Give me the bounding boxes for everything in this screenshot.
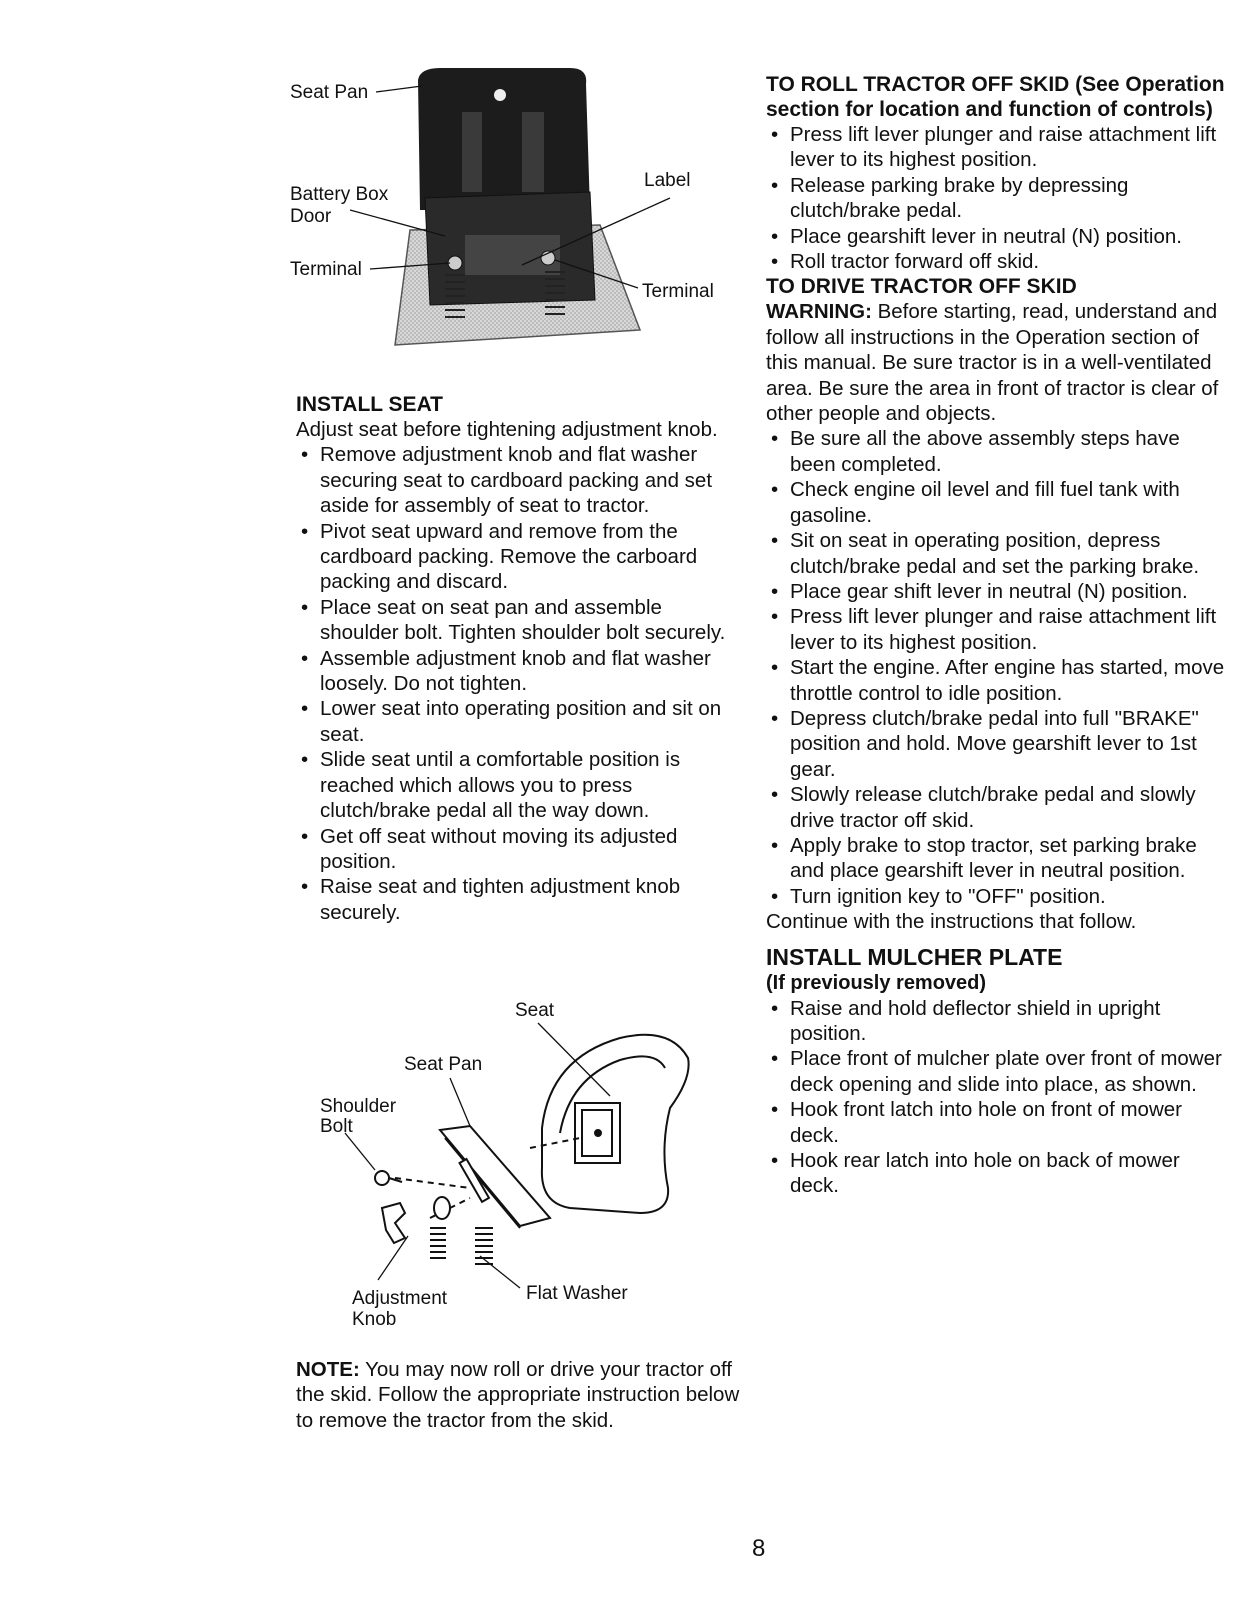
warning-paragraph (766, 299, 1226, 426)
list-item: • Be sure all the above assembly steps have been completed. (766, 426, 1226, 477)
list-item: • Roll tractor forward off skid. (766, 249, 1226, 274)
roll-off-steps (766, 122, 1226, 274)
label-shoulder: Shoulder (320, 1096, 397, 1117)
label-terminal-right: Terminal (642, 281, 714, 302)
seat-assembly-figure (320, 998, 740, 1338)
list-item: • Place gear shift lever in neutral (N) position. (766, 579, 1226, 604)
list-item: • Press lift lever plunger and raise attachment lift lever to its highest position. (766, 604, 1226, 655)
note-paragraph (296, 1357, 746, 1433)
list-item: • Check engine oil level and fill fuel tank with gasoline. (766, 477, 1226, 528)
label-flat-washer: Flat Washer (526, 1283, 628, 1304)
list-item: • Apply brake to stop tractor, set parking brake and place gearshift lever in neutral position. (766, 833, 1226, 884)
list-item: • Raise seat and tighten adjustment knob securely. (296, 874, 736, 925)
list-item: • Hook front latch into hole on front of mower deck. (766, 1097, 1226, 1148)
right-column (766, 72, 1226, 1199)
list-item: • Slide seat until a comfortable position is reached which allows you to press clutch/brake pedal all the way down. (296, 747, 736, 823)
install-seat-intro: Adjust seat before tightening adjustment knob. (296, 418, 718, 441)
label-seat: Seat (515, 1000, 555, 1021)
warning-label: WARNING: (766, 300, 872, 324)
list-item: • Sit on seat in operating position, depress clutch/brake pedal and set the parking brake. (766, 528, 1226, 579)
label-battery-box: Battery Box (290, 184, 389, 205)
list-item: • Start the engine. After engine has started, move throttle control to idle position. (766, 655, 1226, 706)
left-column (296, 392, 736, 925)
list-item: • Press lift lever plunger and raise attachment lift lever to its highest position. (766, 122, 1226, 173)
list-item: • Hook rear latch into hole on back of mower deck. (766, 1148, 1226, 1199)
list-item: • Place gearshift lever in neutral (N) position. (766, 224, 1226, 249)
list-item: • Assemble adjustment knob and flat washer loosely. Do not tighten. (296, 646, 736, 697)
label-bolt: Bolt (320, 1116, 353, 1137)
label-seat-pan-2: Seat Pan (404, 1054, 483, 1075)
list-item: • Get off seat without moving its adjusted position. (296, 824, 736, 875)
drive-off-steps (766, 426, 1226, 909)
mulcher-subheading: (If previously removed) (766, 971, 987, 994)
list-item: • Lower seat into operating position and sit on seat. (296, 696, 736, 747)
label-adjustment: Adjustment (352, 1288, 448, 1309)
label-door: Door (290, 206, 332, 227)
note-label: NOTE: (296, 1358, 360, 1381)
list-item: • Release parking brake by depressing clutch/brake pedal. (766, 173, 1226, 224)
list-item: • Place seat on seat pan and assemble shoulder bolt. Tighten shoulder bolt securely. (296, 595, 736, 646)
mulcher-heading: INSTALL MULCHER PLATE (766, 943, 1063, 970)
label-knob: Knob (352, 1309, 397, 1330)
install-seat-heading: INSTALL SEAT (296, 393, 443, 416)
list-item: • Remove adjustment knob and flat washer securing seat to cardboard packing and set aside for assembly of seat to tractor. (296, 442, 736, 518)
mulcher-steps (766, 996, 1226, 1199)
list-item: • Place front of mulcher plate over front of mower deck opening and slide into place, as shown. (766, 1046, 1226, 1097)
label-terminal-left: Terminal (290, 259, 362, 280)
list-item: • Slowly release clutch/brake pedal and slowly drive tractor off skid. (766, 782, 1226, 833)
battery-box-figure (290, 60, 750, 370)
list-item: • Depress clutch/brake pedal into full "BRAKE" position and hold. Move gearshift lever to 1st gear. (766, 706, 1226, 782)
list-item: • Turn ignition key to "OFF" position. (766, 884, 1226, 909)
continue-text: Continue with the instructions that follow. (766, 910, 1137, 934)
drive-off-heading: TO DRIVE TRACTOR OFF SKID (766, 275, 1077, 299)
warning-text: Before starting, read, understand and follow all instructions in the Operation section of this manual. Be sure tractor is in a well-ventilated area. Be sure the area in front of tractor is clear of other people and objects. (766, 300, 1219, 426)
page-number: 8 (752, 1535, 766, 1562)
roll-off-heading: TO ROLL TRACTOR OFF SKID (See Operation section for location and function of controls) (766, 73, 1225, 121)
note-text: You may now roll or drive your tractor off the skid. Follow the appropriate instruction below to remove the tractor from the skid. (296, 1358, 740, 1432)
battery-box-illustration (290, 60, 750, 370)
label-seat-pan: Seat Pan (290, 82, 369, 103)
note-block (296, 1357, 746, 1433)
list-item: • Pivot seat upward and remove from the cardboard packing. Remove the carboard packing and discard. (296, 519, 736, 595)
install-seat-steps (296, 442, 736, 925)
list-item: • Raise and hold deflector shield in upright position. (766, 996, 1226, 1047)
label-label: Label (644, 170, 691, 191)
